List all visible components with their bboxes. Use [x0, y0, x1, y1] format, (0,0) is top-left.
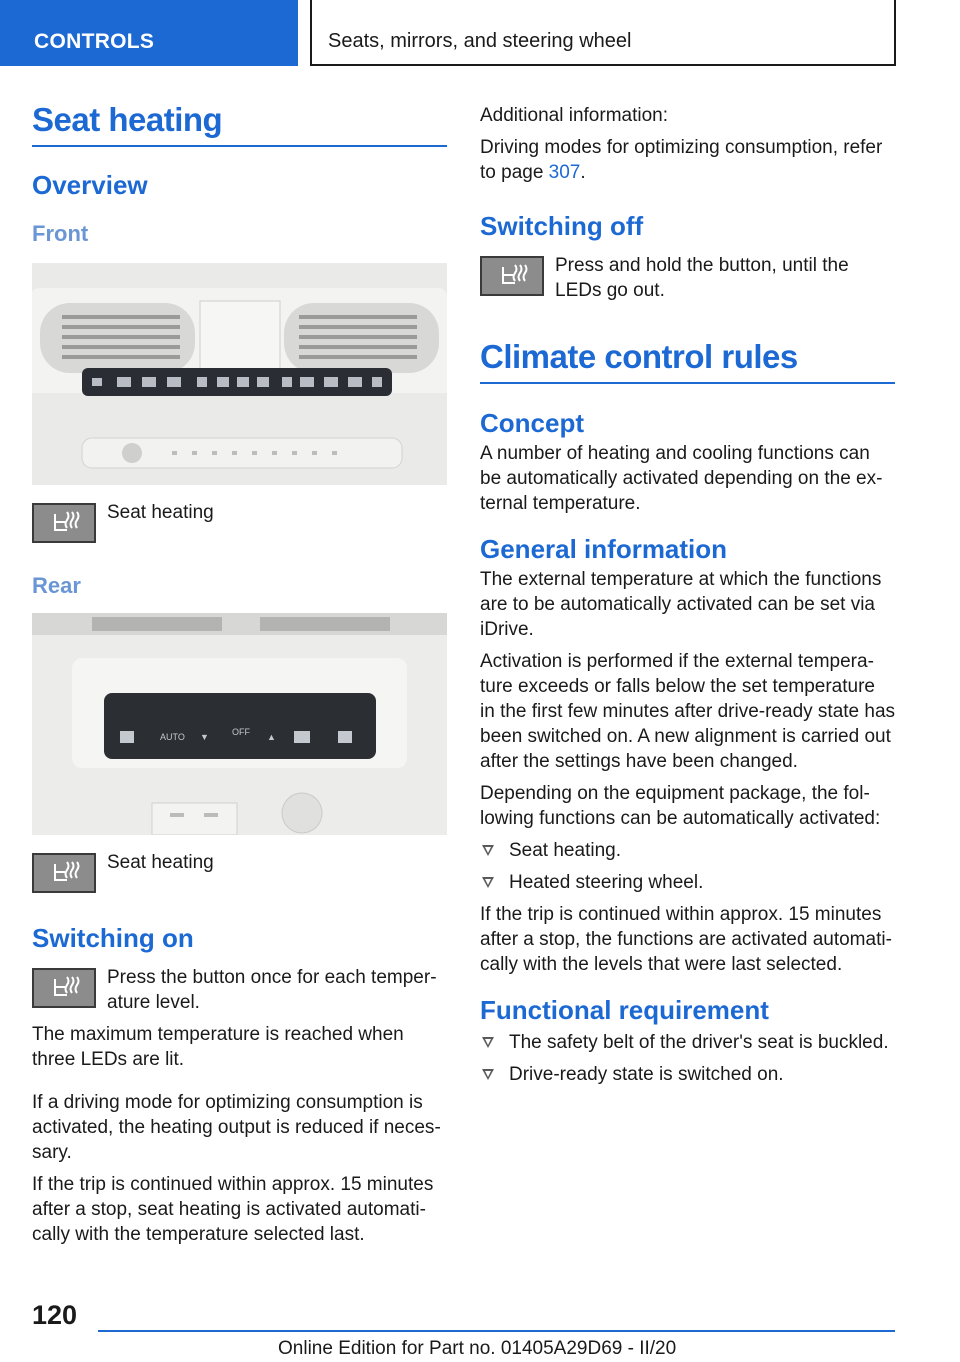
edition-footer: Online Edition for Part no. 01405A29D69 - II/20 — [278, 1338, 677, 1359]
seat-heating-icon — [480, 256, 544, 296]
driving-modes-suffix: . — [580, 162, 586, 183]
trip-continued-paragraph: If the trip is continued within approx. 15 minutes after a stop, seat heating is activated automatically with the temperature selected last. — [32, 1174, 434, 1245]
rear-console-illustration — [32, 613, 447, 835]
list-item: Heated steering wheel. — [480, 870, 895, 895]
driving-mode-paragraph: If a driving mode for optimizing consumption is activated, the heating output is reduced if necessary. — [32, 1092, 441, 1163]
driving-modes-text: Driving modes for optimizing consumption, refer to page — [480, 137, 883, 183]
switching-on-heading: Switching on — [32, 923, 194, 953]
triangle-bullet-icon — [482, 1037, 494, 1048]
front-console-illustration — [32, 263, 447, 485]
switching-on-row — [32, 965, 447, 1015]
switching-off-text: Press and hold the button, until the LEDs go out. — [555, 255, 849, 301]
list-item: Seat heating. — [480, 838, 895, 863]
seat-heating-icon — [32, 853, 96, 893]
topic-tab[interactable] — [310, 0, 896, 66]
general-text-3: Depending on the equipment package, the following functions can be automatically activated: — [480, 783, 881, 829]
front-console-image — [32, 263, 447, 485]
rear-seat-heating-caption: Seat heating — [107, 852, 214, 873]
additional-info-label: Additional information: — [480, 105, 668, 126]
page-reference-link[interactable]: 307 — [548, 162, 581, 183]
climate-control-title: Climate control rules — [480, 338, 798, 375]
switching-off-row — [480, 253, 895, 303]
general-info-heading: General information — [480, 534, 728, 564]
page-header — [0, 0, 960, 66]
list-item: The safety belt of the driver's seat is buckled. — [480, 1030, 895, 1055]
rear-auto-button-label: AUTO — [160, 732, 185, 742]
title-rule — [32, 145, 447, 147]
section-tab[interactable] — [0, 0, 298, 66]
topic-label: Seats, mirrors, and steering wheel — [328, 30, 632, 52]
footer-rule — [98, 1330, 895, 1332]
general-text-4: If the trip is continued within approx. 15 minutes after a stop, the functions are activated automatically with the levels that were last selected. — [480, 904, 892, 975]
climate-title-rule — [480, 382, 895, 384]
left-column — [32, 100, 447, 1247]
max-temperature-paragraph: The maximum temperature is reached when three LEDs are lit. — [32, 1024, 404, 1070]
page-title: Seat heating — [32, 101, 223, 138]
triangle-bullet-icon — [482, 845, 494, 856]
front-seat-heating-caption: Seat heating — [107, 502, 214, 523]
svg-text:▼: ▼ — [200, 732, 209, 742]
switching-on-text: Press the button once for each temperature level. — [107, 967, 437, 1013]
triangle-bullet-icon — [482, 1069, 494, 1080]
front-heading: Front — [32, 221, 89, 246]
overview-heading: Overview — [32, 170, 148, 200]
rear-seat-heating-row — [32, 853, 447, 893]
rear-off-button-label: OFF — [232, 727, 250, 737]
seat-heating-icon — [32, 503, 96, 543]
concept-text: A number of heating and cooling functions can be automatically activated depending on the external temperature. — [480, 443, 883, 514]
requirements-list — [480, 1030, 895, 1087]
functional-requirement-heading: Functional requirement — [480, 995, 769, 1025]
rear-heading: Rear — [32, 573, 81, 598]
right-column — [480, 100, 895, 1087]
auto-functions-list — [480, 838, 895, 895]
concept-heading: Concept — [480, 408, 584, 438]
rear-console-image — [32, 613, 447, 835]
front-seat-heating-row — [32, 503, 447, 543]
page-number: 120 — [32, 1300, 78, 1330]
triangle-bullet-icon — [482, 877, 494, 888]
svg-text:▲: ▲ — [267, 732, 276, 742]
section-label: CONTROLS — [34, 30, 155, 53]
list-item: Drive-ready state is switched on. — [480, 1062, 895, 1087]
general-text-1: The external temperature at which the functions are to be automatically activated can be set via iDrive. — [480, 569, 882, 640]
driving-modes-reference — [480, 135, 895, 185]
general-text-2: Activation is performed if the external temperature exceeds or falls below the set temperature in the first few minutes after drive-ready state has been switched on. A new alignment is carried out after the settings have been changed. — [480, 651, 896, 772]
switching-off-heading: Switching off — [480, 211, 644, 241]
seat-heating-icon — [32, 968, 96, 1008]
